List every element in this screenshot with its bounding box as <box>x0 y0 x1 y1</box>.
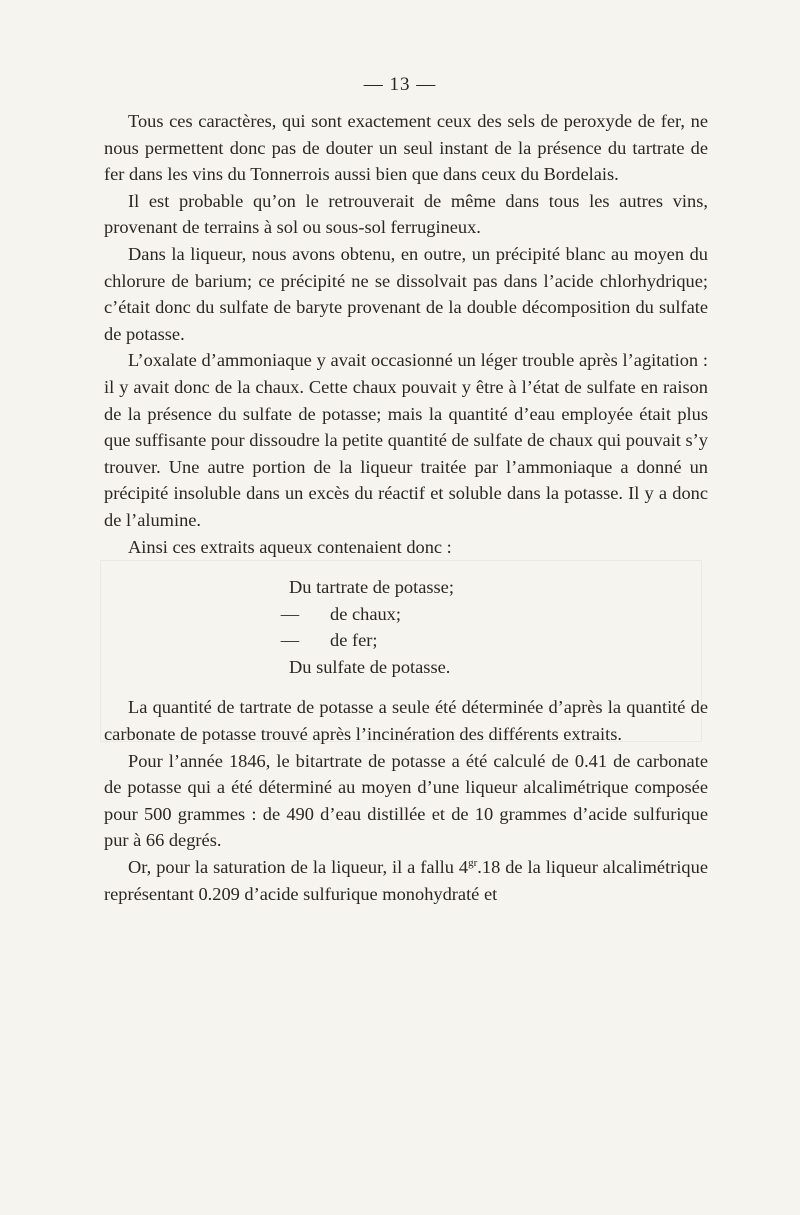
paragraph-5: Ainsi ces extraits aqueux contenaient donc : <box>128 536 452 557</box>
composition-list <box>104 574 708 680</box>
paragraph-2: Il est probable qu’on le retrouverait de même dans tous les autres vins, provenant de terrains à sol ou sous-sol ferrugineux. <box>104 190 708 238</box>
paragraph-8-end: .18 de la liqueur alcalimétrique représentant 0.209 d’acide sulfurique monohydraté et <box>104 857 708 904</box>
list-dash: — <box>280 603 300 624</box>
list-item <box>104 601 708 628</box>
list-item <box>104 574 708 601</box>
list-item-text: de chaux; <box>330 603 401 624</box>
paragraph-1: Tous ces caractères, qui sont exactement ceux des sels de peroxyde de fer, ne nous permettent donc pas de douter un seul instant de la présence du tartrate de fer dans les vins du Tonnerrois aussi bien que dans ceux du Bordelais. <box>104 111 708 185</box>
list-item <box>104 627 708 654</box>
paragraph-3: Dans la liqueur, nous avons obtenu, en outre, un précipité blanc au moyen du chlorure de barium; ce précipité ne se dissolvait pas dans l’acide chlorhydrique; c’était donc du sulfate de baryte provenant de la double décomposition du sulfate de potasse. <box>104 243 708 344</box>
list-item-text: de fer; <box>330 630 378 651</box>
list-item <box>104 654 708 681</box>
list-item-text: Du tartrate de potasse; <box>289 577 454 598</box>
grams-superscript: gr <box>468 856 478 869</box>
paragraph-6: La quantité de tartrate de potasse a seule été déterminée d’après la quantité de carbonate de potasse trouvé après l’incinération des différents extraits. <box>104 697 708 745</box>
paragraph-4: L’oxalate d’ammoniaque y avait occasionné un léger trouble après l’agitation : il y avait donc de la chaux. Cette chaux pouvait y être à l’état de sulfate en raison de la présence du sulfate de potasse; mais la quantité d’eau employée était plus que suffisante pour dissoudre la petite quantité de sulfate de chaux qui pouvait s’y trouver. Une autre portion de la liqueur traitée par l’ammoniaque a donné un précipité insoluble dans un excès du réactif et soluble dans la potasse. Il y a donc de l’alumine. <box>104 350 708 530</box>
list-dash: — <box>280 630 300 651</box>
body-text <box>104 108 708 907</box>
paragraph-7: Pour l’année 1846, le bitartrate de potasse a été calculé de 0.41 de carbonate de potasse qui a été déterminé au moyen d’une liqueur alcalimétrique composée pour 500 grammes : de 490 d’eau distillée et de 10 grammes d’acide sulfurique pur à 66 degrés. <box>104 750 708 851</box>
list-item-text: Du sulfate de potasse. <box>289 656 451 677</box>
paragraph-8-start: Or, pour la saturation de la liqueur, il a fallu 4 <box>128 857 469 878</box>
page-number: — 13 — <box>363 74 437 95</box>
paragraph-8 <box>104 854 708 907</box>
